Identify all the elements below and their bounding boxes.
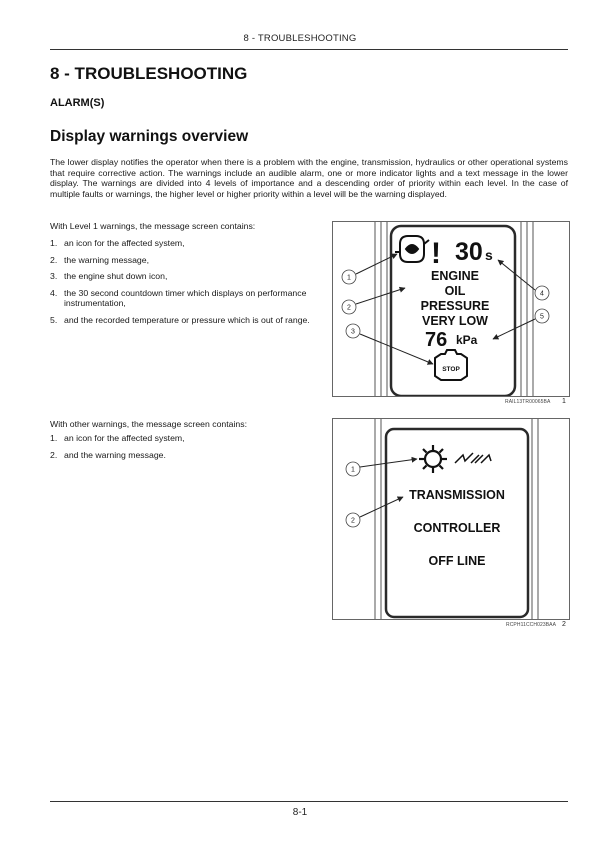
warning-message-line: PRESSURE xyxy=(420,299,490,313)
callout-1: 1 xyxy=(347,274,351,282)
warning-message-line: CONTROLLER xyxy=(413,521,501,535)
list-item: 1. an icon for the affected system, xyxy=(50,238,185,248)
other-warnings-lead: With other warnings, the message screen contains: xyxy=(50,419,248,429)
figure2-number: 2 xyxy=(562,621,566,628)
transmission-display-illustration xyxy=(333,419,569,619)
callout-2: 2 xyxy=(351,517,355,525)
warning-message-line: OFF LINE xyxy=(428,554,486,568)
subsection-title: Display warnings overview xyxy=(50,128,249,145)
intro-paragraph: The lower display notifies the operator when there is a problem with the engine, transmission, hydraulics or other operational systems that require corrective action. The warnings include an audible alarm, one or more indicator lights and a text message in the lower display. The warnings are divided into 4 levels of importance and a descending order of priority within each level. In the case of multiple faults or warnings, the higher level or higher priority within a level will be the warning displayed. xyxy=(50,157,568,200)
level1-list xyxy=(50,238,310,331)
level1-lead: With Level 1 warnings, the message screen contains: xyxy=(50,221,256,231)
figure-engine-oil-warning xyxy=(332,221,570,397)
list-item: 5. and the recorded temperature or pressure which is out of range. xyxy=(50,314,310,325)
svg-text:STOP: STOP xyxy=(442,366,460,373)
warning-exclamation-icon: ! xyxy=(431,237,441,270)
pressure-reading-value: 76 xyxy=(425,329,448,351)
list-item: 2. and the warning message. xyxy=(50,449,166,460)
warning-message-line: OIL xyxy=(444,284,466,298)
running-header: 8 - TROUBLESHOOTING xyxy=(243,33,357,44)
chapter-title: 8 - TROUBLESHOOTING xyxy=(50,64,248,83)
engine-oil-display-illustration xyxy=(333,222,569,396)
callout-3: 3 xyxy=(351,328,355,336)
figure1-number: 1 xyxy=(562,398,566,405)
other-warnings-list xyxy=(50,433,310,466)
callout-2: 2 xyxy=(347,304,351,312)
section-label: ALARM(S) xyxy=(50,97,105,109)
callout-4: 4 xyxy=(540,290,544,298)
callout-1: 1 xyxy=(351,466,355,474)
list-item: 4. the 30 second countdown timer which displays on performance instrumentation, xyxy=(50,287,307,308)
page-number: 8-1 xyxy=(292,807,308,818)
countdown-timer-value: 30 xyxy=(455,238,483,266)
figure-transmission-warning xyxy=(332,418,570,620)
warning-message-line: TRANSMISSION xyxy=(409,488,505,502)
figure1-code: RAIL13TR00065BA xyxy=(505,399,551,405)
countdown-timer-unit: s xyxy=(485,247,493,263)
figure2-code: RCPH11CCH023BAA xyxy=(506,622,557,628)
callout-5: 5 xyxy=(540,313,544,321)
footer-rule xyxy=(50,801,568,802)
warning-message-line: ENGINE xyxy=(431,269,479,283)
list-item: 3. the engine shut down icon, xyxy=(50,271,168,281)
warning-message-line: VERY LOW xyxy=(422,314,488,328)
list-item: 1. an icon for the affected system, xyxy=(50,433,185,443)
list-item: 2. the warning message, xyxy=(50,254,149,265)
header-rule xyxy=(50,49,568,50)
pressure-reading-unit: kPa xyxy=(456,333,478,347)
